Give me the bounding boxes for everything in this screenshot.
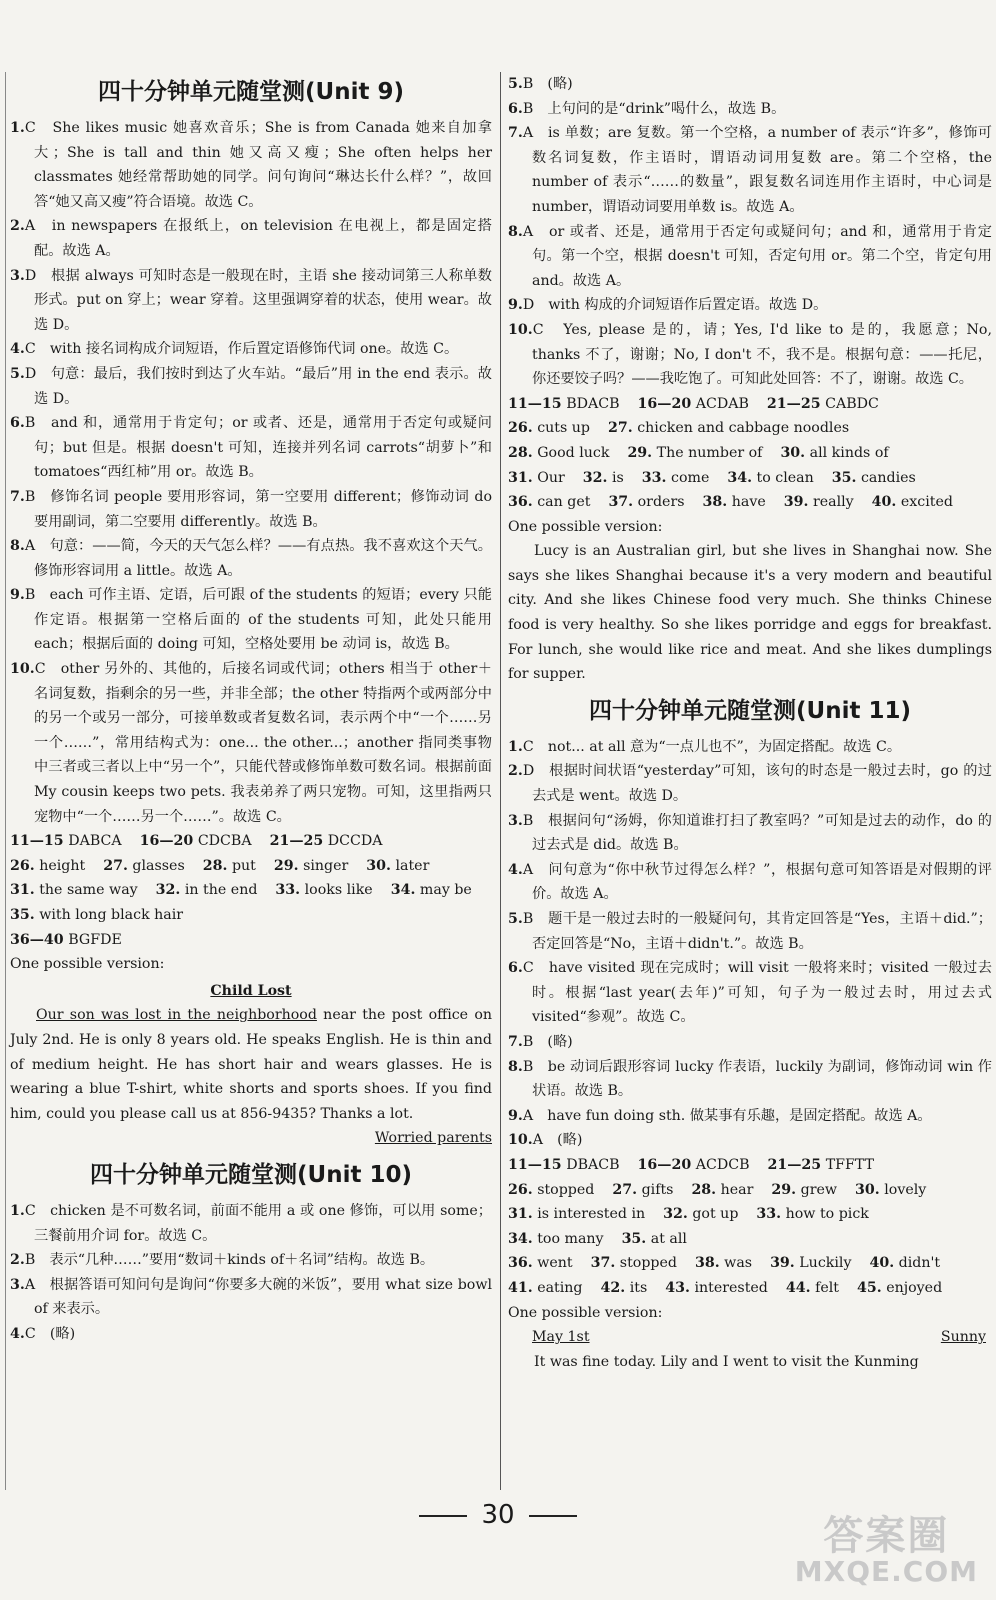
fill-answer: candies [860,469,916,486]
fill-number: 40. [871,494,897,511]
essay-text: near the post office on July 2nd. He is only 8 years old. He speaks English. He is thin and of medium height. He has short hair and wears glasses. He is wearing a blue T-shirt, white shorts and sports shoes. If you find him, could you please call us at 856-9435? Thanks a lot. [10,1007,493,1122]
unit9-line2 [10,928,492,953]
fill-answer: to clean [756,469,814,486]
fill-answer: cuts up [537,420,590,437]
fill-answer: lovely [884,1181,927,1198]
fill-answer: interested [694,1279,768,1296]
fill-number: 27. [608,420,633,437]
answer-item [508,809,992,858]
unit11-possible-label: One possible version: [508,1304,663,1321]
fill-line [10,903,492,928]
answer-number: 2. [508,763,523,780]
fill-number: 31. [508,1206,533,1223]
range-label: 16—20 [637,395,692,412]
answer-item [10,264,492,338]
fill-answer: may be [419,882,472,899]
fill-number: 35. [10,907,35,923]
fill-answer: how to pick [785,1206,869,1223]
answer-number: 1. [508,738,523,755]
answer-item [508,907,992,956]
fill-line [508,1178,992,1203]
fill-answer: grew [800,1181,838,1198]
fill-number: 26. [10,857,35,874]
answer-text: B and 和，通常用于肯定句；or 或者、还是，通常用于否定句或疑问句；but 但是。根据 doesn't 可知，连接并列名词 carrots“胡萝卜”和 tomatoes“西红柿”用 or。故选 B。 [24,415,492,481]
fill-line [508,1276,992,1301]
fill-answer: too many [537,1230,604,1247]
unit10-possible-label: One possible version: [508,518,663,535]
fill-number: 28. [508,444,533,461]
unit11-heading: 四十分钟单元随堂测(Unit 11) [589,697,911,724]
fill-number: 44. [785,1279,811,1296]
fill-answer: enjoyed [886,1279,943,1296]
answer-text: A 根据答语可知问句是询问“你要多大碗的米饭”，要用 what size bowl of 来表示。 [24,1276,492,1318]
answer-text: B 题干是一般过去时的一般疑问句，其肯定回答是“Yes，主语＋did.”；否定回答是“No，主语＋didn't.”。故选 B。 [522,911,992,952]
answer-item [508,759,992,808]
fill-answer: Luckily [799,1255,852,1272]
unit11-line1 [508,1153,992,1178]
answer-number: 5. [508,911,523,927]
left-border [5,72,6,1490]
answer-item [508,121,992,219]
fill-answer: felt [815,1279,839,1296]
watermark-cn: 答案圈 [823,1513,950,1559]
fill-answer: come [671,469,710,486]
answer-number: 9. [10,587,25,604]
answer-text: B 上句问的是“drink”喝什么，故选 B。 [522,100,786,117]
fill-answer: put [231,857,256,874]
fill-number: 40. [869,1255,895,1272]
answer-item [508,1030,992,1055]
unit10-line1 [508,392,992,417]
fill-answer: is [611,469,624,486]
answer-number: 9. [508,297,523,314]
answer-text: A 问句意为“你中秋节过得怎么样？”，根据句意可知答语是对假期的评价。故选 A。 [522,861,992,903]
answer-number: 10. [508,1132,533,1149]
fill-answer: stopped [537,1181,595,1198]
answer-item [10,1199,492,1248]
answer-item [10,1322,492,1347]
fill-line [508,466,992,491]
answer-item [10,657,492,829]
answer-item [10,362,492,411]
answer-text: C not... at all 意为“一点儿也不”，为固定搭配。故选 C。 [522,738,902,755]
answer-item [508,1104,992,1129]
fill-number: 33. [756,1206,782,1223]
fill-number: 32. [155,882,181,899]
answer-text: C She likes music 她喜欢音乐；She is from Canada 她来自加拿大；She is tall and thin 她又高又瘦；She often helps her classmates 她经常帮助她的同学。问句询问“琳达长什么样？”，故回答“她又高又瘦”符合语境。故选 C。 [24,120,492,210]
answer-item [10,214,492,263]
fill-number: 38. [702,494,728,511]
answer-number: 5. [508,76,523,92]
answer-item [508,1055,992,1104]
fill-answer: looks like [304,882,373,899]
fill-answer: went [537,1255,573,1272]
answer-text: C chicken 是不可数名词，前面不能用 a 或 one 修饰，可以用 some；三餐前用介词 for。故选 C。 [24,1202,492,1244]
fill-line [508,1251,992,1276]
answer-number: 10. [508,321,533,338]
diary-date: May 1st [532,1329,590,1346]
range-answers: DABCA [68,833,122,850]
answer-text: D 句意：最后，我们按时到达了火车站。“最后”用 in the end 表示。故选 D。 [24,365,492,407]
answer-number: 6. [508,100,523,117]
answer-item [10,337,492,362]
fill-answer: really [812,494,854,511]
answer-item [508,956,992,1030]
answer-item [508,858,992,907]
unit10-answers-left [10,1199,492,1347]
answer-number: 2. [10,218,25,235]
answer-number: 4. [10,341,25,358]
answer-text: D 根据时间状语“yesterday”可知，该句的时态是一般过去时，go 的过去式是 went。故选 D。 [522,763,992,805]
fill-number: 34. [390,882,416,899]
range-label: 11—15 [10,833,64,850]
page-dash-right [529,1515,577,1517]
answer-text: B (略) [522,1033,573,1050]
range-label: 21—25 [766,395,821,412]
answer-item [508,220,992,294]
answer-number: 1. [10,1202,25,1219]
fill-line [508,490,992,515]
fill-answer: its [629,1279,648,1296]
fill-number: 42. [600,1279,626,1296]
answer-text: B be 动词后跟形容词 lucky 作表语，luckily 为副词，修饰动词 win 作状语。故选 B。 [522,1058,992,1100]
fill-answer: have [731,494,766,511]
range-answers: DCCDA [327,833,383,850]
fill-number: 43. [665,1279,690,1296]
fill-answer: with long black hair [39,907,184,923]
answer-number: 3. [10,1276,25,1293]
answer-text: B 修饰名词 people 要用形容词，第一空要用 different；修饰动词 do 要用副词，第二空要用 differently。故选 B。 [24,488,492,530]
fill-number: 29. [273,857,299,874]
answer-text: D with 构成的介词短语作后置定语。故选 D。 [522,297,828,314]
answer-number: 3. [10,267,25,284]
fill-number: 29. [771,1181,797,1198]
diary-line: It was fine today. Lily and I went to visit the Kunming [534,1353,919,1370]
unit10-essay: Lucy is an Australian girl, but she lives in Shanghai now. She says she likes Shanghai because it's a very modern and beautiful city. And she likes Chinese food very much. She thinks Chinese food is very healthy. So she likes porridge and eggs for breakfast. For lunch, she would like rice and meat. And she likes dumplings for supper. [508,543,992,683]
unit11-answers [508,735,992,1153]
answer-number: 8. [508,1058,523,1075]
range-label: 36—40 [10,931,64,948]
essay-title: Child Lost [210,982,292,999]
fill-number: 41. [508,1279,533,1296]
fill-number: 30. [855,1181,880,1198]
answer-text: B (略) [522,76,573,92]
answer-number: 4. [508,861,523,878]
answer-text: A 句意：——简，今天的天气怎么样？——有点热。我不喜欢这个天气。修饰形容词用 a little。故选 A。 [24,538,492,579]
fill-line [508,416,992,441]
fill-answer: can get [537,494,591,511]
fill-line [508,1202,992,1227]
answer-text: C have visited 现在完成时；will visit 一般将来时；visited 一般过去时。根据“last year(去年)”可知，句子为一般过去时，用过去式 visited“参观”。故选 C。 [522,960,992,1026]
answer-item [508,72,992,97]
range-answers: CABDC [825,395,879,412]
fill-answer: is interested in [537,1206,646,1223]
range-answers: BDACB [566,395,620,412]
watermark [795,1504,978,1588]
answer-text: A or 或者、还是，通常用于否定句或疑问句；and 和，通常用于肯定句。第一个空，根据 doesn't 可知，否定句用 or。第二个空，肯定句用 and。故选 A。 [522,223,992,289]
fill-number: 33. [275,882,301,899]
range-label: 16—20 [139,833,194,850]
fill-answer: later [395,857,430,874]
answer-item [508,735,992,760]
fill-answer: The number of [656,444,763,461]
fill-number: 27. [612,1181,638,1198]
fill-answer: chicken and cabbage noodles [637,420,850,437]
fill-answer: height [39,857,86,874]
unit10-answers-right [508,72,992,392]
essay-signature: Worried parents [374,1130,492,1147]
fill-number: 36. [508,494,533,511]
left-column [10,72,492,1347]
answer-number: 6. [508,960,523,977]
fill-answer: didn't [898,1255,941,1272]
answer-text: B 根据问句“汤姆，你知道谁打扫了教室吗？”可知是过去的动作，do 的过去式是 did。故选 B。 [522,812,992,854]
fill-number: 33. [641,469,667,486]
answer-number: 7. [508,125,523,142]
fill-line [508,441,992,466]
fill-number: 26. [508,1181,533,1198]
fill-answer: in the end [184,882,258,899]
answer-text: C other 另外的、其他的，后接名词或代词；others 相当于 other＋名词复数，指剩余的另一些，并非全部；the other 特指两个或两部分中的另一个或另一部分，可接单数或者复数名词，表示两个中“一个……另一个……”，常用结构式为：one... the other...；another 指同类事物中三者或三者以上中“另一个”，只能代替或修饰单数可数名词。根据前面 My cousin keeps two pets. 我表弟养了两只宠物。可知，这里指两只宠物中“一个……另一个……”。故选 C。 [34,661,492,825]
fill-answer: at all [650,1230,687,1247]
range-label: 11—15 [508,1156,562,1173]
answer-number: 9. [508,1107,523,1124]
range-answers: CDCBA [197,833,252,850]
fill-answer: was [724,1255,753,1272]
fill-answer: orders [637,494,685,511]
page-dash-left [419,1515,467,1517]
answer-number: 1. [10,120,25,136]
fill-number: 37. [608,494,634,511]
answer-item [10,485,492,534]
fill-number: 35. [621,1230,647,1247]
answer-number: 7. [10,488,25,505]
fill-line [10,854,492,879]
fill-answer: excited [900,494,953,511]
unit9-line1 [10,829,492,854]
answer-text: A (略) [532,1132,583,1149]
answer-text: A is 单数；are 复数。第一个空格，a number of 表示“许多”，修饰可数名词复数，作主语时，谓语动词用复数 are。第二个空格，the number of 表示“……的数量”，跟复数名词连用作主语时，中心词是 number，谓语动词要用单数 is。故选 A。 [522,125,992,215]
fill-answer: all kinds of [809,444,889,461]
essay-body [10,1003,492,1126]
fill-number: 29. [627,444,653,461]
answer-text: C Yes, please 是的，请；Yes, I'd like to 是的，我愿意；No, thanks 不了，谢谢；No, I don't 不，我不是。根据句意：——托尼，你还要饺子吗？——我吃饱了。可知此处回答：不了，谢谢。故选 C。 [532,321,992,388]
fill-number: 31. [10,882,35,899]
answer-number: 2. [10,1252,25,1269]
right-column [508,72,992,1374]
fill-answer: hear [720,1181,754,1198]
answer-text: C (略) [24,1325,76,1342]
watermark-en: MXQE.COM [794,1555,978,1588]
fill-line [508,1227,992,1252]
diary-header [508,1325,992,1350]
essay-underlined: Our son was lost in the neighborhood [36,1007,317,1024]
answer-item [508,293,992,318]
fill-number: 32. [663,1206,688,1223]
answer-text: C with 接名词构成介词短语，作后置定语修饰代词 one。故选 C。 [24,341,459,358]
range-answers: BGFDE [68,931,122,948]
fill-number: 45. [856,1279,882,1296]
answer-item [508,1128,992,1153]
fill-number: 27. [103,857,128,874]
diary-weather: Sunny [940,1329,986,1346]
answer-number: 3. [508,812,523,829]
fill-answer: got up [692,1206,739,1223]
fill-answer: Our [537,469,565,486]
fill-number: 34. [727,469,753,486]
unit9-answers [10,116,492,829]
answer-item [10,116,492,214]
answer-text: D 根据 always 可知时态是一般现在时，主语 she 接动词第三人称单数形式。put on 穿上；wear 穿着。这里强调穿着的状态，使用 wear。故选 D。 [24,267,492,333]
fill-answer: glasses [132,857,185,874]
fill-number: 30. [780,444,806,461]
answer-item [10,411,492,485]
answer-text: A have fun doing sth. 做某事有乐趣，是固定搭配。故选 A。 [522,1107,932,1124]
unit9-heading: 四十分钟单元随堂测(Unit 9) [98,79,404,105]
answer-number: 8. [10,538,25,555]
unit10-heading: 四十分钟单元随堂测(Unit 10) [90,1161,412,1188]
fill-number: 28. [202,857,228,874]
fill-number: 39. [770,1255,795,1272]
answer-item [508,318,992,392]
unit11-fill [508,1178,992,1301]
fill-answer: singer [303,857,349,874]
fill-answer: eating [537,1279,583,1296]
fill-number: 35. [831,469,857,486]
answer-number: 6. [10,415,25,432]
column-divider [500,72,501,1490]
answer-number: 10. [10,661,35,678]
range-answers: ACDAB [695,395,749,412]
range-label: 21—25 [269,833,324,850]
range-label: 21—25 [767,1156,822,1173]
possible-version-label: One possible version: [10,956,165,973]
answer-text: B 表示“几种……”要用“数词＋kinds of＋名词”结构。故选 B。 [24,1252,435,1269]
unit9-fill [10,854,492,928]
answer-number: 8. [508,223,523,240]
fill-number: 31. [508,469,533,486]
range-answers: TFFTT [825,1156,875,1173]
fill-number: 38. [694,1255,720,1272]
fill-number: 39. [783,494,809,511]
fill-number: 36. [508,1255,533,1272]
answer-text: B each 可作主语、定语，后可跟 of the students 的短语；every 只能作定语。根据第一空格后面的 of the students 可知，此处只能用 each；根据后面的 doing 可知，空格处要用 be 动词 is，故选 B。 [24,587,492,653]
range-answers: ACDCB [695,1156,750,1173]
answer-item [10,1273,492,1322]
fill-number: 32. [582,469,608,486]
page-number-value: 30 [481,1500,515,1530]
fill-number: 26. [508,420,533,437]
answer-item [10,583,492,657]
fill-line [10,878,492,903]
fill-number: 34. [508,1230,533,1247]
fill-number: 28. [691,1181,717,1198]
fill-answer: stopped [619,1255,677,1272]
fill-answer: the same way [39,882,138,899]
answer-item [508,97,992,122]
answer-text: A in newspapers 在报纸上，on television 在电视上，都是固定搭配。故选 A。 [24,218,492,259]
range-label: 16—20 [637,1156,692,1173]
answer-number: 4. [10,1325,25,1342]
fill-answer: gifts [641,1181,674,1198]
answer-item [10,1248,492,1273]
range-label: 11—15 [508,395,562,412]
answer-number: 7. [508,1033,523,1050]
range-answers: DBACB [566,1156,620,1173]
fill-number: 37. [590,1255,616,1272]
unit10-fill [508,416,992,514]
fill-answer: Good luck [537,444,610,461]
answer-number: 5. [10,365,25,382]
fill-number: 30. [366,857,391,874]
answer-item [10,534,492,583]
